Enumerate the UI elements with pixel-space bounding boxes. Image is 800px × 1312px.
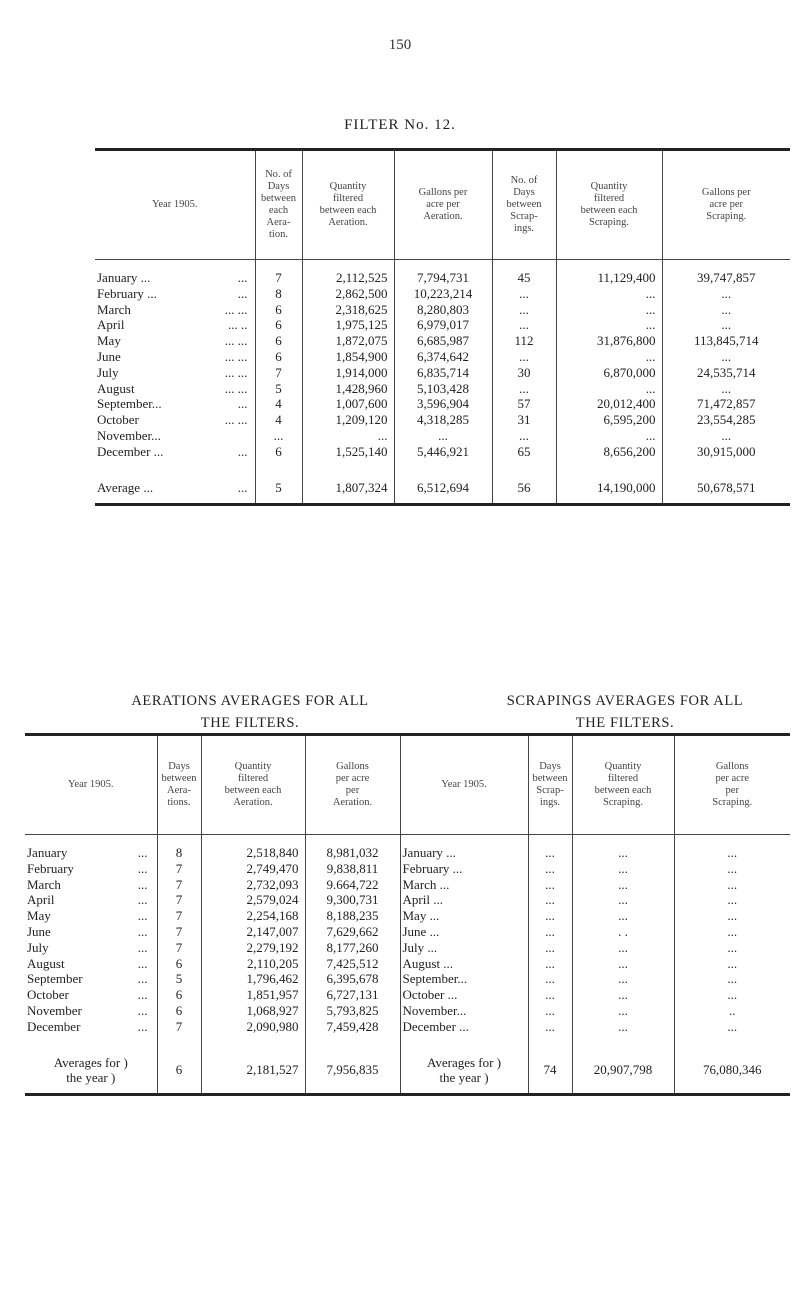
qty-scraping-cell: ... [572,940,674,956]
average-row [95,476,790,505]
qty-aeration-cell: 1,854,900 [302,349,394,365]
qty-scraping-cell: ... [572,971,674,987]
header-qty-scraping: Quantity filtered between each Scraping. [556,150,662,260]
header-days-scraping: No. of Days between Scrap- ings. [492,150,556,260]
days-scraping-cell: ... [492,428,556,444]
qty-scraping-cell: ... [556,349,662,365]
table-row [95,365,790,381]
days-aeration-cell: 6 [255,349,302,365]
averages-table-header [25,735,790,835]
table-row [25,924,790,940]
avg-days-aeration-cell: 5 [255,476,302,505]
month-scraping-cell: April ... [400,892,528,908]
days-aeration-cell: 7 [157,940,201,956]
qty-scraping-cell: 8,656,200 [556,444,662,460]
gallons-scraping-cell: 39,747,857 [697,270,756,285]
gallons-aeration-cell: 4,318,285 [394,412,492,428]
gallons-scraping-cell: ... [727,876,738,892]
days-scraping-cell: 65 [492,444,556,460]
avg-gallons-aeration-cell: 7,956,835 [305,1051,400,1095]
month-cell: November... [95,428,255,444]
qty-aeration-cell: 2,090,980 [201,1019,305,1035]
month-cell: March ... ... [95,302,255,318]
month-scraping-cell: October ... [400,987,528,1003]
gallons-scraping-cell: 71,472,857 [697,396,756,412]
days-aeration-cell: 6 [157,987,201,1003]
days-aeration-cell: 6 [157,1003,201,1019]
header-year-scraping: Year 1905. [400,735,528,835]
gallons-aeration-cell: 8,188,235 [305,908,400,924]
days-scraping-cell: ... [528,971,572,987]
days-aeration-cell: 7 [157,892,201,908]
days-scraping-cell: ... [528,861,572,877]
days-aeration-cell: 6 [255,317,302,333]
days-aeration-cell: 8 [157,845,201,861]
gallons-scraping-cell: ... [727,971,738,987]
gallons-aeration-cell: 9.664,722 [305,877,400,893]
qty-aeration-cell: 2,579,024 [201,892,305,908]
month-aeration-cell: November ... [25,1003,157,1019]
gallons-scraping-cell: ... [721,285,732,301]
table-row [95,317,790,333]
days-scraping-cell: ... [492,349,556,365]
qty-aeration-cell: 1,914,000 [302,365,394,381]
month-aeration-cell: March ... [25,877,157,893]
gallons-aeration-cell: 6,979,017 [394,317,492,333]
gallons-scraping-cell: ... [727,845,738,860]
days-scraping-cell: ... [528,987,572,1003]
month-cell: April ... .. [95,317,255,333]
gallons-aeration-cell: 8,177,260 [305,940,400,956]
month-scraping-cell: February ... [400,861,528,877]
avg-gallons-scraping-cell: 50,678,571 [697,479,756,495]
days-aeration-cell: 7 [157,1019,201,1035]
month-aeration-cell: June ... [25,924,157,940]
gallons-scraping-cell: ... [721,301,732,317]
gallons-aeration-cell: 8,981,032 [305,845,400,861]
month-scraping-cell: December ... [400,1019,528,1035]
month-aeration-cell: December ... [25,1019,157,1035]
days-scraping-cell: ... [528,877,572,893]
qty-scraping-cell: 6,595,200 [556,412,662,428]
qty-aeration-cell: 1,872,075 [302,333,394,349]
table-row [25,956,790,972]
days-scraping-cell: ... [528,1019,572,1035]
month-cell: August ... ... [95,381,255,397]
qty-scraping-cell: 6,870,000 [556,365,662,381]
filter-12-table [95,148,790,506]
qty-aeration-cell: 1,796,462 [201,971,305,987]
gallons-aeration-cell: 6,685,987 [394,333,492,349]
days-aeration-cell: 4 [255,412,302,428]
days-aeration-cell: 6 [255,444,302,460]
avg-gallons-scraping-cell: 76,080,346 [703,1062,762,1078]
table-row [25,987,790,1003]
table-row [25,877,790,893]
month-aeration-cell: April ... [25,892,157,908]
table-row [25,845,790,861]
month-cell: January ... ... [95,270,255,286]
month-cell: May ... ... [95,333,255,349]
days-aeration-cell: 7 [255,270,302,286]
table-row [25,971,790,987]
filter-table-header [95,150,790,260]
gallons-scraping-cell: 30,915,000 [697,443,756,459]
gallons-aeration-cell: 7,629,662 [305,924,400,940]
gallons-aeration-cell: 5,446,921 [394,444,492,460]
gallons-scraping-cell: ... [727,860,738,876]
aerations-averages-title: AERATIONS AVERAGES FOR ALL THE FILTERS. [131,693,369,731]
days-aeration-cell: 5 [255,381,302,397]
avg-days-aeration-cell: 6 [157,1051,201,1095]
days-scraping-cell: 57 [492,396,556,412]
table-row [95,396,790,412]
qty-scraping-cell: ... [572,845,674,861]
qty-aeration-cell: 1,851,957 [201,987,305,1003]
qty-scraping-cell: ... [572,908,674,924]
gallons-scraping-cell: ... [721,380,732,396]
gallons-scraping-cell: ... [727,908,738,924]
month-scraping-cell: June ... [400,924,528,940]
page-number: 150 [388,37,412,53]
table-row [95,444,790,460]
qty-aeration-cell: 1,209,120 [302,412,394,428]
header-qty-aerations: Quantity filtered between each Aeration. [201,735,305,835]
header-qty-scrapings: Quantity filtered between each Scraping. [572,735,674,835]
days-aeration-cell: 7 [157,924,201,940]
qty-aeration-cell: 1,975,125 [302,317,394,333]
qty-scraping-cell: ... [572,1019,674,1035]
avg-qty-scraping-cell: 14,190,000 [556,476,662,505]
month-cell: July ... ... [95,365,255,381]
gallons-scraping-cell: .. [729,1002,736,1018]
gallons-scraping-cell: ... [727,939,738,955]
qty-aeration-cell: 2,279,192 [201,940,305,956]
average-label-cell: Average ... ... [95,476,255,505]
qty-aeration-cell: 2,110,205 [201,956,305,972]
month-cell: October ... ... [95,412,255,428]
gallons-aeration-cell: 8,280,803 [394,302,492,318]
gallons-scraping-cell: ... [727,1018,738,1034]
days-aeration-cell: 7 [255,365,302,381]
month-cell: December ... ... [95,444,255,460]
header-qty-aeration: Quantity filtered between each Aeration. [302,150,394,260]
qty-scraping-cell: ... [556,317,662,333]
gallons-aeration-cell: 7,425,512 [305,956,400,972]
header-year: Year 1905. [95,150,255,260]
qty-scraping-cell: ... [572,1003,674,1019]
table-row [95,270,790,286]
avg-label-scraping-cell: Averages for ) the year ) [400,1051,528,1095]
avg-qty-aeration-cell: 1,807,324 [302,476,394,505]
table-row [95,428,790,444]
qty-aeration-cell: 2,862,500 [302,286,394,302]
qty-aeration-cell: ... [302,428,394,444]
gallons-scraping-cell: ... [721,348,732,364]
qty-scraping-cell: ... [572,861,674,877]
month-aeration-cell: October ... [25,987,157,1003]
days-scraping-cell: 30 [492,365,556,381]
qty-aeration-cell: 2,732,093 [201,877,305,893]
gallons-aeration-cell: 5,793,825 [305,1003,400,1019]
gallons-aeration-cell: 6,727,131 [305,987,400,1003]
gallons-scraping-cell: 113,845,714 [693,333,759,349]
avg-qty-aeration-cell: 2,181,527 [201,1051,305,1095]
days-aeration-cell: 8 [255,286,302,302]
gallons-scraping-cell: 23,554,285 [697,412,756,428]
qty-scraping-cell: 20,012,400 [556,396,662,412]
month-aeration-cell: February ... [25,861,157,877]
header-year-aeration: Year 1905. [25,735,157,835]
avg-label-aeration-cell: Averages for ) the year ) [25,1051,157,1095]
table-row [25,908,790,924]
month-aeration-cell: January ... [25,845,157,861]
header-days-scrapings: Days between Scrap- ings. [528,735,572,835]
month-aeration-cell: September ... [25,971,157,987]
month-scraping-cell: March ... [400,877,528,893]
table-row [25,861,790,877]
days-aeration-cell: 6 [157,956,201,972]
qty-aeration-cell: 1,068,927 [201,1003,305,1019]
gallons-aeration-cell: 3,596,904 [394,396,492,412]
header-gallons-scraping: Gallons per acre per Scraping. [662,150,790,260]
averages-row [25,1051,790,1095]
days-scraping-cell: ... [492,317,556,333]
gallons-aeration-cell: 10,223,214 [394,286,492,302]
days-scraping-cell: 31 [492,412,556,428]
gallons-scraping-cell: ... [727,987,738,1003]
month-scraping-cell: May ... [400,908,528,924]
table-row [95,412,790,428]
month-cell: September... ... [95,396,255,412]
header-gallons-aerations: Gallons per acre per Aeration. [305,735,400,835]
qty-scraping-cell: . . [572,924,674,940]
month-aeration-cell: May ... [25,908,157,924]
days-scraping-cell: 112 [492,333,556,349]
gallons-scraping-cell: 24,535,714 [697,364,756,380]
header-days-aeration: No. of Days between each Aera- tion. [255,150,302,260]
month-scraping-cell: September... [400,971,528,987]
qty-scraping-cell: 11,129,400 [556,270,662,286]
qty-aeration-cell: 2,254,168 [201,908,305,924]
table-row [95,349,790,365]
gallons-aeration-cell: 9,838,811 [305,861,400,877]
days-scraping-cell: ... [528,892,572,908]
qty-scraping-cell: ... [556,428,662,444]
gallons-aeration-cell: 6,395,678 [305,971,400,987]
month-cell: June ... ... [95,349,255,365]
days-scraping-cell: ... [528,908,572,924]
header-gallons-scrapings: Gallons per acre per Scraping. [674,735,790,835]
days-scraping-cell: 45 [492,270,556,286]
gallons-scraping-cell: ... [721,427,732,443]
header-days-aerations: Days between Aera- tions. [157,735,201,835]
table-row [25,1003,790,1019]
qty-scraping-cell: ... [572,956,674,972]
all-filters-averages-table [25,733,790,1096]
qty-scraping-cell: ... [572,892,674,908]
table-row [25,892,790,908]
gallons-scraping-cell: ... [727,923,738,939]
gallons-aeration-cell: 9,300,731 [305,892,400,908]
table-row [95,333,790,349]
qty-aeration-cell: 2,318,625 [302,302,394,318]
days-scraping-cell: ... [528,1003,572,1019]
days-scraping-cell: ... [528,845,572,861]
avg-days-scraping-cell: 56 [492,476,556,505]
gallons-scraping-cell: ... [721,317,732,333]
month-aeration-cell: July ... [25,940,157,956]
qty-aeration-cell: 1,525,140 [302,444,394,460]
qty-aeration-cell: 2,518,840 [201,845,305,861]
avg-qty-scraping-cell: 20,907,798 [572,1051,674,1095]
days-aeration-cell: 7 [157,861,201,877]
qty-scraping-cell: ... [556,302,662,318]
gallons-aeration-cell: 7,794,731 [394,270,492,286]
table-row [25,1019,790,1035]
days-aeration-cell: 5 [157,971,201,987]
days-aeration-cell: 7 [157,877,201,893]
filter-title: FILTER No. 12. [344,117,456,133]
avg-gallons-aeration-cell: 6,512,694 [394,476,492,505]
days-aeration-cell: 7 [157,908,201,924]
month-cell: February ... ... [95,286,255,302]
qty-scraping-cell: ... [572,987,674,1003]
qty-scraping-cell: 31,876,800 [556,333,662,349]
days-scraping-cell: ... [528,940,572,956]
month-scraping-cell: July ... [400,940,528,956]
month-scraping-cell: January ... [400,845,528,861]
gallons-aeration-cell: 7,459,428 [305,1019,400,1035]
days-scraping-cell: ... [492,381,556,397]
month-aeration-cell: August ... [25,956,157,972]
gallons-aeration-cell: 5,103,428 [394,381,492,397]
table-row [95,286,790,302]
days-aeration-cell: ... [255,428,302,444]
qty-aeration-cell: 1,007,600 [302,396,394,412]
qty-scraping-cell: ... [556,381,662,397]
qty-aeration-cell: 1,428,960 [302,381,394,397]
table-row [25,940,790,956]
avg-days-scraping-cell: 74 [528,1051,572,1095]
gallons-aeration-cell: 6,374,642 [394,349,492,365]
gallons-aeration-cell: 6,835,714 [394,365,492,381]
days-scraping-cell: ... [528,956,572,972]
qty-aeration-cell: 2,112,525 [302,270,394,286]
days-aeration-cell: 6 [255,302,302,318]
scrapings-averages-title: SCRAPINGS AVERAGES FOR ALL THE FILTERS. [506,693,744,731]
days-aeration-cell: 4 [255,396,302,412]
table-row [95,381,790,397]
header-gallons-aeration: Gallons per acre per Aeration. [394,150,492,260]
gallons-scraping-cell: ... [727,892,738,908]
gallons-aeration-cell: ... [394,428,492,444]
month-scraping-cell: August ... [400,956,528,972]
qty-aeration-cell: 2,749,470 [201,861,305,877]
qty-scraping-cell: ... [572,877,674,893]
qty-scraping-cell: ... [556,286,662,302]
qty-aeration-cell: 2,147,007 [201,924,305,940]
days-scraping-cell: ... [492,302,556,318]
table-row [95,302,790,318]
gallons-scraping-cell: ... [727,955,738,971]
days-scraping-cell: ... [492,286,556,302]
days-aeration-cell: 6 [255,333,302,349]
days-scraping-cell: ... [528,924,572,940]
month-scraping-cell: November... [400,1003,528,1019]
